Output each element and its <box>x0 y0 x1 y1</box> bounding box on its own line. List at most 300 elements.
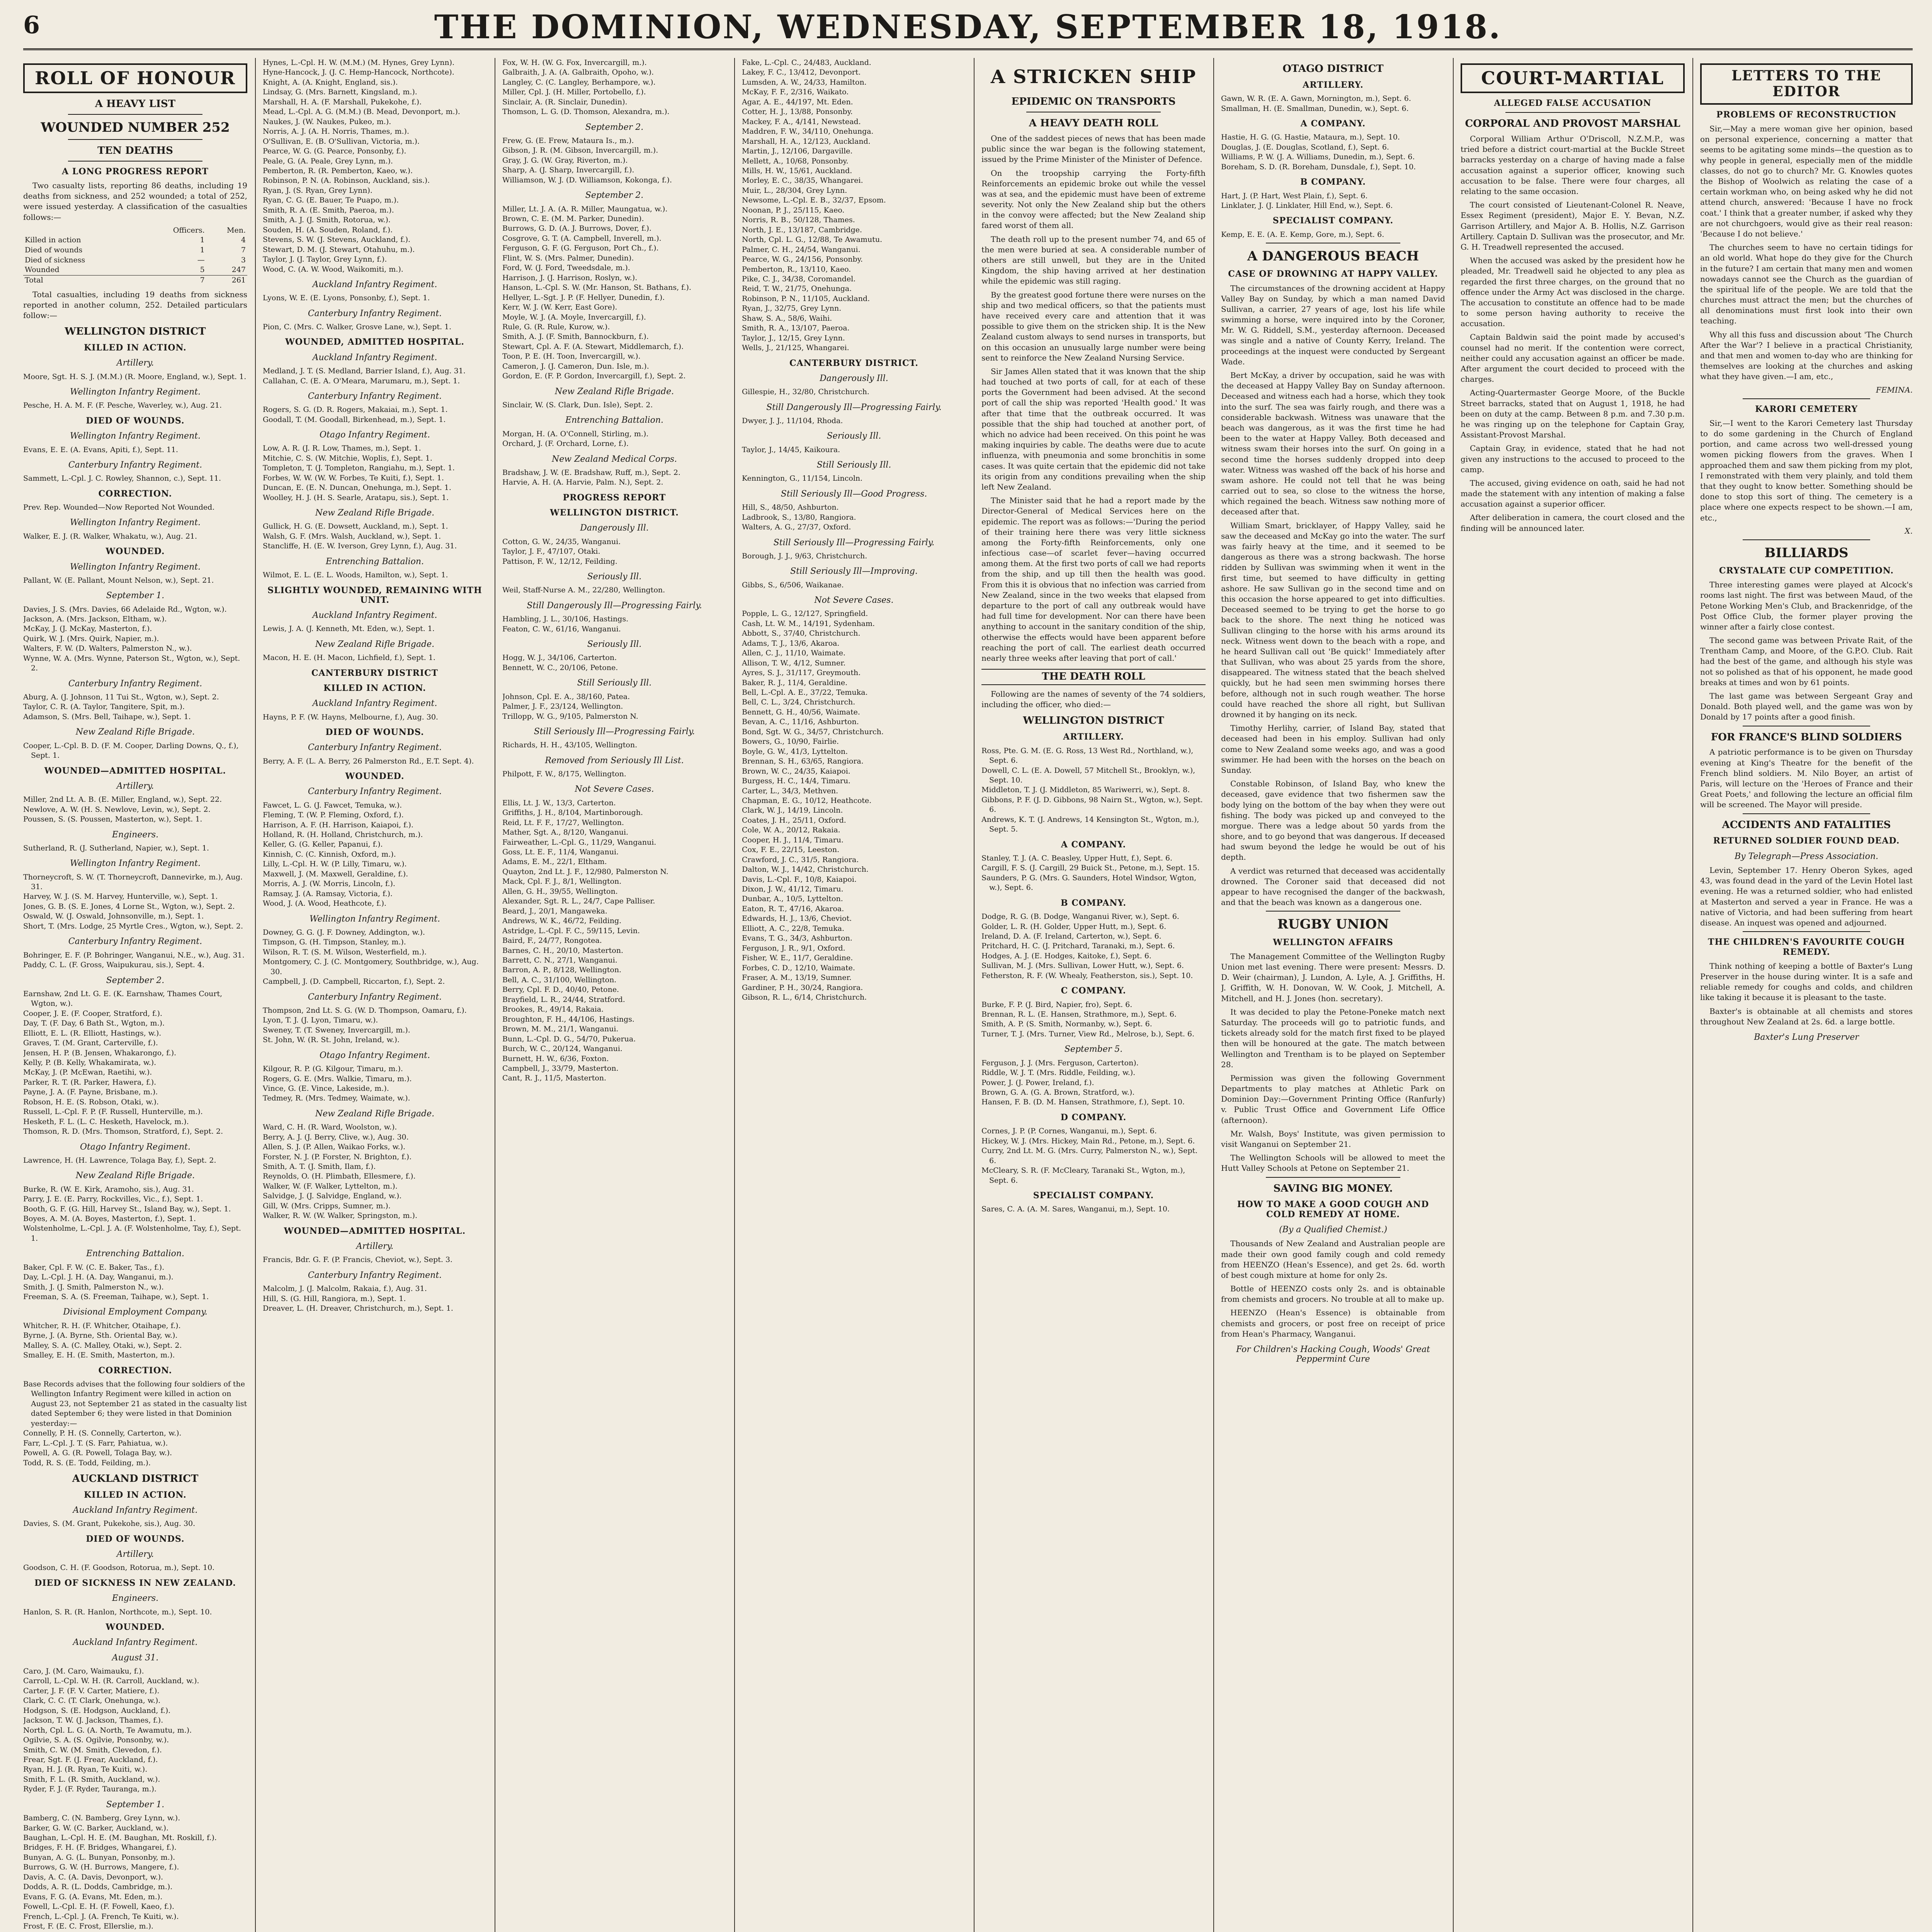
list-item: Fake, L.-Cpl. C., 24/483, Auckland. <box>742 58 871 67</box>
list-item: Prev. Rep. Wounded—Now Reported Not Wounded. <box>23 503 215 512</box>
cough-title: THE CHILDREN'S FAVOURITE COUGH REMEDY. <box>1708 937 1905 957</box>
accidents-title: ACCIDENTS AND FATALITIES <box>1722 819 1891 831</box>
article-paragraph: The death roll up to the present number 74, and 65 of the men were buried at sea. A considerable number of others are still unwell, but they are in the United Kingdom, the ship having arrived at her destination while the epidemic was still raging. <box>981 234 1206 286</box>
district-heading: WELLINGTON DISTRICT <box>1023 715 1164 727</box>
list-item: Cotter, H. J., 13/88, Ponsonby. <box>742 107 853 116</box>
list-item: McKay, F. F., 2/316, Waikato. <box>742 88 849 97</box>
list-item: Fisher, W. E., 11/7, Geraldine. <box>742 954 853 963</box>
list-item: Langley, C. (C. Langley, Berhampore, w.). <box>502 78 656 87</box>
list-item: Malcolm, J. (J. Malcolm, Rakaia, f.), Aug. 31. <box>263 1284 427 1293</box>
list-item: Burgess, H. C., 14/4, Timaru. <box>742 777 851 786</box>
list-item: Hart, J. (P. Hart, West Plain, f.), Sept. 6. <box>1221 191 1368 200</box>
list-item: Macon, H. E. (H. Macon, Lichfield, f.), Sept. 1. <box>263 653 435 662</box>
list-item: Gibbons, P. F. (J. D. Gibbons, 98 Nairn St., Wgton, w.), Sept. 6. <box>981 795 1203 814</box>
list-item: Caro, J. (M. Caro, Waimauku, f.). <box>23 1667 144 1675</box>
list-item: Peale, G. (A. Peale, Grey Lynn, m.). <box>263 156 393 165</box>
list-item: Davis, A. C. (A. Davis, Devonport, w.). <box>23 1872 163 1881</box>
list-item: Saunders, P. G. (Mrs. G. Saunders, Hotel Windsor, Wgton, w.), Sept. 6. <box>981 873 1197 892</box>
divider <box>1505 112 1640 113</box>
list-item: Brennan, R. L. (E. Hansen, Strathmore, m.), Sept. 6. <box>981 1010 1177 1019</box>
district-heading: OTAGO DISTRICT <box>1282 63 1384 75</box>
list-item: Ryan, J., 32/75, Grey Lynn. <box>742 304 842 313</box>
article-paragraph: The last game was between Sergeant Gray and Donald. Both played well, and the game was won by Donald by 17 points after a good finish. <box>1700 691 1913 722</box>
column-roll-cont-3 <box>502 58 726 1932</box>
list-item: Smith, J. (J. Smith, Palmerston N., w.). <box>23 1282 164 1291</box>
article-paragraph: One of the saddest pieces of news that has been made public since the war began is the following statement, issued by the Prime Minister of the Minister of Defence. <box>981 133 1206 164</box>
list-item: Gray, J. G. (W. Gray, Riverton, m.). <box>502 156 628 165</box>
list-item: Smith, R. A. (E. Smith, Paeroa, m.). <box>263 206 394 214</box>
death-roll-title: THE DEATH ROLL <box>981 669 1206 685</box>
list-item: Hansen, F. B. (D. M. Hansen, Strathmore, f.), Sept. 10. <box>981 1098 1185 1107</box>
list-item: Taylor, J., 12/15, Grey Lynn. <box>742 333 845 342</box>
list-item: Clark, C. C. (T. Clark, Onehunga, w.). <box>23 1696 161 1705</box>
list-item: Lumsden, A. W., 24/33, Hamilton. <box>742 78 867 87</box>
table-row: Wounded 5 247 <box>25 265 246 274</box>
table-row: Killed in action 1 4 <box>25 236 246 245</box>
section-heading: DIED OF WOUNDS. <box>325 727 424 738</box>
list-item: Power, J. (J. Power, Ireland, f.). <box>981 1078 1094 1087</box>
section-heading: ARTILLERY. <box>1303 80 1364 90</box>
list-item: Byrne, J. (A. Byrne, Sth. Oriental Bay, w.). <box>23 1331 178 1340</box>
list-item: Clark, W. J., 14/19, Lincoln. <box>742 806 843 815</box>
list-item: Coates, J. H., 25/11, Oxford. <box>742 816 846 825</box>
section-heading: CORRECTION. <box>98 1365 172 1376</box>
list-item: Goodson, C. H. (F. Goodson, Rotorua, m.), Sept. 10. <box>23 1563 215 1572</box>
district-heading: WELLINGTON DISTRICT <box>65 326 206 338</box>
list-item: Lilly, L.-Cpl. H. W. (P. Lilly, Timaru, w.). <box>263 860 407 869</box>
letter-signature: X. <box>1905 526 1913 536</box>
list-item: Dowell, C. L. (E. A. Dowell, 57 Mitchell St., Brooklyn, w.), Sept. 10. <box>981 766 1196 784</box>
list-item: Ferguson, J. R., 9/1, Oxford. <box>742 944 845 952</box>
list-item: Stevens, S. W. (J. Stevens, Auckland, f.). <box>263 235 411 244</box>
article-paragraph: Sir James Allen stated that it was known that the ship had touched at two ports of call, for at each of these ports the Government had been advised. At the second port of call the ship was reported 'Health good.' It was after that time that the outbreak occurred. It was possible that the ship had touched at another port, of which no advice had been received. On this point he was making inquiries by cable. The deaths were due to acute influenza, with pneumonia and some bronchitis in some cases. It was quite certain that the epidemic did not take its origin from any conditions prevailing when the ship left New Zealand. <box>981 366 1206 492</box>
unit-heading: Otago Infantry Regiment. <box>80 1142 190 1152</box>
list-item: Norris, A. J. (A. H. Norris, Thames, m.). <box>263 127 409 136</box>
list-item: Andrews, W. K., 46/72, Feilding. <box>502 917 622 925</box>
unit-heading: Seriously Ill. <box>587 639 642 650</box>
list-item: Stanley, T. J. (A. C. Beasley, Upper Hutt, f.), Sept. 6. <box>981 854 1173 862</box>
divider <box>1266 911 1400 912</box>
unit-heading: September 2. <box>106 975 165 985</box>
roll-col4-entries <box>742 58 966 1002</box>
list-item: Holland, R. (H. Holland, Christchurch, m.). <box>263 830 423 839</box>
section-heading: DIED OF SICKNESS IN NEW ZEALAND. <box>34 1578 236 1588</box>
section-heading: C COMPANY. <box>1061 986 1126 996</box>
unit-heading: Still Seriously Ill. <box>577 678 652 688</box>
court-sub2: CORPORAL AND PROVOST MARSHAL <box>1465 118 1680 130</box>
list-item: Graves, T. (M. Grant, Carterville, f.). <box>23 1039 158 1048</box>
roll-entries <box>23 372 247 1468</box>
list-item: Kelly, P. (B. Kelly, Whakamirata, w.). <box>23 1058 156 1067</box>
list-item: Smith, A. J. (J. Smith, Rotorua, w.). <box>263 216 391 224</box>
list-item: Philpott, F. W., 8/175, Wellington. <box>502 770 626 778</box>
list-item: Hellyer, L.-Sgt. J. P. (F. Hellyer, Dunedin, f.). <box>502 293 665 302</box>
article-paragraph: Bottle of HEENZO costs only 2s. and is obtainable from chemists and grocers. No trouble at all to make up. <box>1221 1284 1445 1304</box>
list-item: Orchard, J. (F. Orchard, Lorne, f.). <box>502 439 629 448</box>
court-paras <box>1461 134 1685 534</box>
list-item: Walsh, G. F. (Mrs. Walsh, Auckland, w.), Sept. 1. <box>263 532 441 541</box>
list-item: Pemberton, R., 13/110, Kaeo. <box>742 265 851 274</box>
list-item: Miller, 2nd Lt. A. B. (E. Miller, England, w.), Sept. 22. <box>23 795 222 804</box>
newspaper-title: THE DOMINION, WEDNESDAY, SEPTEMBER 18, 1918. <box>434 8 1502 46</box>
roll-sub-heavy: A HEAVY LIST <box>95 98 176 110</box>
unit-heading: September 1. <box>106 591 165 601</box>
list-item: Agar, A. E., 44/197, Mt. Eden. <box>742 97 853 106</box>
list-item: Reid, T. W., 21/75, Onehunga. <box>742 284 852 293</box>
list-item: Harrison, J. (J. Harrison, Roslyn, w.). <box>502 273 638 282</box>
divider <box>1266 1177 1400 1178</box>
list-item: Souden, H. (A. Souden, Roland, f.). <box>263 225 393 234</box>
unit-heading: Still Seriously Ill—Progressing Fairly. <box>534 726 695 736</box>
list-item: Pearce, W. G. (G. Pearce, Ponsonby, f.). <box>263 147 406 156</box>
article-paragraph: It was decided to play the Petone-Poneke match next Saturday. The proceeds will go to patriotic funds, and tickets already sold for the match first fixed to be played then will be honoured at the gate. The match between Wellington and Trentham is to be played on September 28. <box>1221 1007 1445 1069</box>
list-item: Hynes, L.-Cpl. H. W. (M.M.) (M. Hynes, Grey Lynn). <box>263 58 455 67</box>
list-item: Dwyer, J. J., 11/104, Rhoda. <box>742 416 843 425</box>
section-heading: KILLED IN ACTION. <box>323 683 426 693</box>
list-item: Paddy, C. L. (F. Gross, Waipukurau, sis.), Sept. 4. <box>23 961 205 969</box>
section-heading: D COMPANY. <box>1060 1112 1127 1122</box>
list-item: Borough, J. J., 9/63, Christchurch. <box>742 551 867 560</box>
section-heading: B COMPANY. <box>1300 177 1366 187</box>
unit-heading: Entrenching Battalion. <box>565 415 664 425</box>
article-paragraph: Acting-Quartermaster George Moore, of the Buckle Street barracks, stated that on August 1, 1918, he had been on duty at the camp. Between 8 p.m. and 7.30 p.m. he was ringing up on the telephone for Captain Gray, Assistant-Provost Marshal. <box>1461 388 1685 440</box>
article-paragraph: The accused, giving evidence on oath, said he had not made the statement with any intention of making a false accusation against a superior officer. <box>1461 478 1685 509</box>
list-item: Moyle, W. J. (A. Moyle, Invercargill, f.). <box>502 313 646 321</box>
list-item: Pemberton, R. (R. Pemberton, Kaeo, w.). <box>263 166 413 175</box>
list-item: French, L.-Cpl. J. (A. French, Te Kuiti, w.). <box>23 1912 179 1921</box>
article-paragraph: The Minister said that he had a report made by the Director-General of Medical Services here on the epidemic. The report was as follows:—'During the period of their training here there was very little sickness among the Forty-fifth Reinforcements, only one infectious case—of scarlet fever—having occurred among them. At the first two ports of call we had reports from the ship, and up till then the health was good. From this it is obvious that no infection was carried from New Zealand, since in the two weeks that elapsed from departure to the port of call any outbreak would have had full time for development. Nor can there have been anything to account in the sanitary condition of the ship, otherwise the effects would have been apparent before reaching the port of call. The earliest death occurred nearly three weeks after leaving that port of call.' <box>981 496 1206 663</box>
list-item: Bunn, L.-Cpl. D. G., 54/70, Pukerua. <box>502 1034 636 1043</box>
list-item: Tompleton, T. (J. Tompleton, Rangiahu, m.), Sept. 1. <box>263 464 455 473</box>
beach-paras <box>1221 283 1445 908</box>
rugby-sub: WELLINGTON AFFAIRS <box>1273 937 1393 947</box>
section-heading: SLIGHTLY WOUNDED, REMAINING WITH UNIT. <box>267 585 482 605</box>
unit-heading: Wellington Infantry Regiment. <box>70 562 201 572</box>
list-item: Lakey, F. C., 13/412, Devonport. <box>742 68 861 77</box>
article-paragraph: By the greatest good fortune there were nurses on the ship and two medical officers, so that the patients must have received every care and attention that it was possible to give them on the stricken ship. It is the New Zealand custom always to send nurses in transports, but on this occasion an unusually large number were being sent to reinforce the New Zealand Nursing Service. <box>981 290 1206 362</box>
section-heading: WOUNDED. <box>105 546 165 557</box>
list-item: Boyes, A. M. (A. Boyes, Masterton, f.), Sept. 1. <box>23 1214 196 1223</box>
list-item: Mellett, A., 10/68, Ponsonby. <box>742 156 849 165</box>
unit-heading: Auckland Infantry Regiment. <box>312 352 437 362</box>
list-item: Low, A. R. (J. R. Low, Thames, m.), Sept. 1. <box>263 444 421 453</box>
unit-heading: Divisional Employment Company. <box>63 1307 207 1317</box>
list-item: Lyon, T. J. (J. Lyon, Timaru, w.). <box>263 1016 378 1025</box>
list-item: Barnes, C. H., 20/10, Masterton. <box>502 946 623 955</box>
list-item: Ireland, D. A. (F. Ireland, Carterton, w.), Sept. 6. <box>981 932 1162 940</box>
section-heading: WELLINGTON DISTRICT. <box>550 508 679 518</box>
article-paragraph: Timothy Herlihy, carrier, of Island Bay, stated that deceased had been in his employ. Sullivan had only come to New Zealand some weeks ago, and was a good swimmer. He had been with the horses on the beach on Sunday. <box>1221 723 1445 775</box>
list-item: Frear, Sgt. F. (J. Frear, Auckland, f.). <box>23 1755 158 1764</box>
saving-paras <box>1221 1238 1445 1339</box>
accidents-sub: RETURNED SOLDIER FOUND DEAD. <box>1713 836 1900 846</box>
article-paragraph: The Management Committee of the Wellington Rugby Union met last evening. There were present: Messrs. D. D. Weir (chairman), J. Lundon, A. Lyle, A. J. Griffiths, H. J. Griffith, W. H. Donovan, W. W. Cook, J. Mitchell, A. Mitchell, and H. J. Jones (hon. secretary). <box>1221 951 1445 1003</box>
list-item: Hastie, H. G. (G. Hastie, Mataura, m.), Sept. 10. <box>1221 133 1400 142</box>
list-item: Gordon, E. (F. P. Gordon, Invercargill, f.), Sept. 2. <box>502 372 686 381</box>
article-paragraph: Corporal William Arthur O'Driscoll, N.Z.M.P., was tried before a district court-martial at the Buckle Street barracks yesterday on a charge of having made a false accusation against a superior officer, knowing such accusation to be false. There were four charges, all relating to the same occasion. <box>1461 134 1685 196</box>
list-item: Gibson, R. L., 6/14, Christchurch. <box>742 993 867 1002</box>
section-heading: PROGRESS REPORT <box>563 492 666 503</box>
list-item: Harvey, W. J. (S. M. Harvey, Hunterville, w.), Sept. 1. <box>23 892 218 901</box>
list-item: Kennington, G., 11/154, Lincoln. <box>742 474 863 483</box>
article-paragraph: Bert McKay, a driver by occupation, said he was with the deceased at Happy Valley Bay on Sunday afternoon. Deceased and witness each had a horse, which they took into the surf. The sea was fairly rough, and there was a considerable backwash. Witness was unaware that the beach was dangerous, as it was the first time he had been to the water at Happy Valley. Both deceased and witness swam their horses into the surf. On going in a second time the horses suddenly dropped into deep water. Witness was washed off the back of his horse and swam ashore. He could not tell that he was being carried out to sea, so close to the witness the horse, which regained the beach. Witness saw nothing more of deceased after that. <box>1221 371 1445 517</box>
list-item: Goodall, T. (M. Goodall, Birkenhead, m.), Sept. 1. <box>263 415 446 424</box>
list-item: Jackson, A. (Mrs. Jackson, Eltham, w.). <box>23 615 167 623</box>
list-item: Robinson, P. N., 11/105, Auckland. <box>742 294 870 303</box>
list-item: Palmer, J. F., 23/124, Wellington. <box>502 702 623 711</box>
list-item: Dalton, W. J., 14/42, Christchurch. <box>742 865 869 874</box>
unit-heading: New Zealand Rifle Brigade. <box>315 508 435 518</box>
list-item: Marshall, H. A., 12/123, Auckland. <box>742 137 871 146</box>
list-item: Fawcet, L. G. (J. Fawcet, Temuka, w.). <box>263 801 402 810</box>
list-item: Rogers, G. E. (Mrs. Walkie, Timaru, m.). <box>263 1074 412 1083</box>
unit-heading: New Zealand Rifle Brigade. <box>75 727 195 737</box>
list-item: Elliott, A. C., 22/8, Temuka. <box>742 924 844 933</box>
list-item: Allen, G. H., 39/55, Wellington. <box>502 887 618 896</box>
list-item: McKay, J. (J. McKay, Masterton, f.). <box>23 624 152 633</box>
list-item: Trillopp, W. G., 9/105, Palmerston N. <box>502 712 638 721</box>
saving-footer: For Children's Hacking Cough, Woods' Great Peppermint Cure <box>1236 1345 1430 1364</box>
list-item: Fetherston, R. F. (W. Whealy, Featherston, sis.), Sept. 10. <box>981 971 1193 980</box>
letters-paras2 <box>1700 418 1913 523</box>
death-roll-intro: Following are the names of seventy of the 74 soldiers, including the officer, who died:— <box>981 689 1206 709</box>
list-item: Davis, L.-Cpl. F., 10/8, Kaiapoi. <box>742 875 857 884</box>
masthead <box>23 8 1913 50</box>
list-item: Dodge, R. G. (B. Dodge, Wanganui River, w.), Sept. 6. <box>981 912 1179 921</box>
list-item: Fowell, L.-Cpl. E. H. (F. Fowell, Kaeo, f.). <box>23 1902 175 1911</box>
list-item: Duncan, E. (E. N. Duncan, Onehunga, m.), Sept. 1. <box>263 483 451 492</box>
unit-heading: Dangerously Ill. <box>580 523 649 533</box>
list-item: Brayfield, L. R., 24/44, Stratford. <box>502 995 625 1004</box>
list-item: Fraser, A. M., 13/19, Sumner. <box>742 973 852 982</box>
unit-heading: Wellington Infantry Regiment. <box>70 518 201 528</box>
list-item: Smith, A. P. (S. Smith, Normanby, w.), Sept. 6. <box>981 1020 1152 1029</box>
list-item: Montgomery, C. J. (C. Montgomery, Southbridge, w.), Aug. 30. <box>263 957 479 976</box>
list-item: Whitcher, R. H. (F. Whitcher, Otaihape, f.). <box>23 1321 181 1330</box>
court-sub1: ALLEGED FALSE ACCUSATION <box>1494 98 1651 108</box>
letters-title: LETTERS TO THE EDITOR <box>1700 63 1913 105</box>
divider <box>68 139 202 140</box>
list-item: Bevan, A. C., 11/16, Ashburton. <box>742 718 859 726</box>
article-paragraph: Why all this fuss and discussion about 'The Church After the War'? I believe in a practical Christianity, and that men and women to-day who are thinking for themselves are looking at the churches and asking what they have given.—I am, etc., <box>1700 330 1913 381</box>
section-heading: KILLED IN ACTION. <box>84 343 187 353</box>
list-item: Bell, L.-Cpl. A. E., 37/22, Temuka. <box>742 688 868 697</box>
list-item: Gawn, W. R. (E. A. Gawn, Mornington, m.), Sept. 6. <box>1221 94 1411 103</box>
list-item: Walker, R. W. (W. Walker, Springston, m.). <box>263 1211 417 1220</box>
list-item: Rule, G. (R. Rule, Kurow, w.). <box>502 323 610 332</box>
list-item: Sharp, A. (J. Sharp, Invercargill, f.). <box>502 166 634 175</box>
list-item: Berry, A. J. (J. Berry, Clive, w.), Aug. 30. <box>263 1133 409 1141</box>
unit-heading: New Zealand Rifle Brigade. <box>315 639 435 649</box>
list-item: Richards, H. H., 43/105, Wellington. <box>502 741 638 750</box>
divider <box>68 114 202 115</box>
column-rule <box>734 58 735 1932</box>
list-item: Cotton, G. W., 24/35, Wanganui. <box>502 537 621 546</box>
blind-title: FOR FRANCE'S BLIND SOLDIERS <box>1711 731 1902 743</box>
list-item: McKay, J. (P. McEwan, Raetihi, w.). <box>23 1068 152 1077</box>
list-item: Ryan, C. G. (E. Bauer, Te Puapo, m.). <box>263 196 399 205</box>
list-item: Cant, R. J., 11/5, Masterton. <box>502 1074 607 1083</box>
list-item: Wells, J., 21/125, Whangarei. <box>742 344 849 352</box>
list-item: Brown, M. M., 21/1, Wanganui. <box>502 1025 619 1034</box>
list-item: Thompson, 2nd Lt. S. G. (W. D. Thompson, Oamaru, f.). <box>263 1006 467 1015</box>
list-item: Brennan, S. H., 63/65, Rangiora. <box>742 757 864 766</box>
list-item: North, Cpl. L. G. (A. North, Te Awamutu, m.). <box>23 1726 192 1735</box>
casualty-table: Officers. Men. Killed in action 1 4 Died of wounds 1 7 Died of sickness — 3 Wounded 5 247 Total 7 261 <box>23 226 247 286</box>
stricken-sub2: A HEAVY DEATH ROLL <box>1029 117 1158 129</box>
masthead-rule <box>23 48 1913 50</box>
list-item: Douglas, J. (E. Douglas, Scotland, f.), Sept. 6. <box>1221 143 1389 151</box>
list-item: Ferguson, G. F. (G. Ferguson, Port Ch., f.). <box>502 244 659 253</box>
list-item: Frost, F. (E. C. Frost, Ellerslie, m.). <box>23 1922 154 1931</box>
list-item: Pesche, H. A. M. F. (F. Pesche, Waverley, w.), Aug. 21. <box>23 401 222 410</box>
list-item: Tedmey, R. (Mrs. Tedmey, Waimate, w.). <box>263 1094 410 1103</box>
list-item: Hill, S. (G. Hill, Rangiora, m.), Sept. 1. <box>263 1294 406 1303</box>
list-item: Cosgrove, G. T. (A. Campbell, Inverell, m.). <box>502 234 662 243</box>
unit-heading: Canterbury Infantry Regiment. <box>68 460 202 470</box>
list-item: Ayres, S. J., 31/117, Greymouth. <box>742 668 861 677</box>
list-item: Gullick, H. G. (E. Dowsett, Auckland, m.), Sept. 1. <box>263 522 448 531</box>
list-item: Hodges, A. J. (E. Hodges, Kaitoke, f.), Sept. 6. <box>981 951 1151 960</box>
list-item: Cooper, L.-Cpl. B. D. (F. M. Cooper, Darling Downs, Q., f.), Sept. 1. <box>23 741 239 760</box>
list-item: Morley, E. C., 38/35, Whangarei. <box>742 176 863 185</box>
list-item: Earnshaw, 2nd Lt. G. E. (K. Earnshaw, Thames Court, Wgton, w.). <box>23 989 223 1008</box>
list-item: Campbell, J., 33/79, Masterton. <box>502 1064 619 1073</box>
list-item: Thorneycroft, S. W. (T. Thorneycroft, Dannevirke, m.), Aug. 31. <box>23 872 243 891</box>
list-item: Mack, Cpl. F. J., 8/1, Wellington. <box>502 877 622 886</box>
unit-heading: September 2. <box>585 122 644 132</box>
list-item: Toon, P. E. (H. Toon, Invercargill, w.). <box>502 352 641 361</box>
list-item: Campbell, J. (D. Campbell, Riccarton, f.), Sept. 2. <box>263 977 445 986</box>
roll-sub-wounded: WOUNDED NUMBER 252 <box>41 119 230 135</box>
article-paragraph: Captain Gray, in evidence, stated that he had not given any instructions to the accused to proceed to the camp. <box>1461 444 1685 474</box>
beach-title: A DANGEROUS BEACH <box>1247 248 1419 264</box>
list-item: Day, T. (F. Day, 6 Bath St., Wgton, m.). <box>23 1019 165 1028</box>
list-item: Taylor, C. R. (A. Taylor, Tangitere, Spit, m.). <box>23 702 185 711</box>
unit-heading: Canterbury Infantry Regiment. <box>308 391 442 401</box>
list-item: Smalley, E. H. (E. Smith, Masterton, m.). <box>23 1351 175 1360</box>
list-item: Callahan, C. (E. A. O'Meara, Marumaru, m.), Sept. 1. <box>263 376 460 385</box>
list-item: Jackson, T. W. (J. Jackson, Thames, f.). <box>23 1716 163 1725</box>
unit-heading: Still Seriously Ill. <box>816 460 891 470</box>
unit-heading: Wellington Infantry Regiment. <box>70 859 201 869</box>
list-item: Davies, S. (M. Grant, Pukekohe, sis.), Aug. 30. <box>23 1519 196 1528</box>
list-item: Crawford, J. C., 31/5, Rangiora. <box>742 855 859 864</box>
column-roll-cont-4 <box>742 58 966 1932</box>
list-item: O'Sullivan, E. (B. O'Sullivan, Victoria, m.). <box>263 137 420 146</box>
unit-heading: September 2. <box>585 190 644 201</box>
list-item: Pallant, W. (E. Pallant, Mount Nelson, w.), Sept. 21. <box>23 576 214 585</box>
list-item: Galbraith, J. A. (A. Galbraith, Opoho, w.). <box>502 68 654 77</box>
list-item: Flint, W. S. (Mrs. Palmer, Dunedin). <box>502 253 634 262</box>
list-item: Broughton, F. H., 44/106, Hastings. <box>502 1015 634 1024</box>
list-item: Dodds, A. R. (L. Dodds, Cambridge, m.). <box>23 1883 173 1891</box>
list-item: Hill, S., 48/50, Ashburton. <box>742 503 839 512</box>
list-item: Cooper, J. E. (F. Cooper, Stratford, f.). <box>23 1009 163 1018</box>
article-paragraph: Sir,—I went to the Karori Cemetery last Thursday to do some gardening in the Church of England portion, and came across two well-dressed young women picking flowers from the graves. When I approached them and saw them picking from my plot, I remonstrated with them very plainly, and told them that they ought to know better. Something should be done to stop this sort of thing. The cemetery is a place where one expects respect to be shown.—I am, etc., <box>1700 418 1913 522</box>
unit-heading: Otago Infantry Regiment. <box>320 1050 430 1060</box>
list-item: Bennett, G. H., 40/56, Waimate. <box>742 707 860 716</box>
list-item: St. John, W. (R. St. John, Ireland, w.). <box>263 1036 400 1044</box>
list-item: Adams, T. J., 13/6, Akaroa. <box>742 639 840 648</box>
article-paragraph: A patriotic performance is to be given on Thursday evening at King's Theatre for the benefit of the French blind soldiers. M. Nilo Boyer, an artist of Paris, will lecture on the 'Heroes of France and their Great Poets,' and following the lecture an official film will be screened. The Mayor will preside. <box>1700 747 1913 810</box>
list-item: Jones, G. B. (S. E. Jones, 4 Lorne St., Wgton, w.), Sept. 2. <box>23 902 235 911</box>
list-item: Griffiths, J. H., 8/104, Martinborough. <box>502 808 643 817</box>
column-rule <box>974 58 975 1932</box>
list-item: Powell, A. G. (R. Powell, Tolaga Bay, w.). <box>23 1449 172 1458</box>
unit-heading: Entrenching Battalion. <box>325 556 424 566</box>
list-item: Stewart, Cpl. A. F. (A. Stewart, Middlemarch, f.). <box>502 342 684 351</box>
unit-heading: Canterbury Infantry Regiment. <box>308 743 442 753</box>
column-letters <box>1700 58 1913 1932</box>
list-item: Wolstenholme, L.-Cpl. J. A. (F. Wolstenholme, Tay, f.), Sept. 1. <box>23 1224 241 1243</box>
list-item: Noonan, P. J., 25/115, Kaeo. <box>742 206 845 214</box>
saving-byline: (By a Qualified Chemist.) <box>1279 1225 1388 1235</box>
list-item: Ryan, J. (S. Ryan, Grey Lynn). <box>263 186 372 195</box>
list-item: Wood, J. (A. Wood, Heathcote, f.). <box>263 899 387 908</box>
list-item: Mackey, F. A., 4/141, Newstead. <box>742 117 861 126</box>
list-item: Reid, Lt. F. F., 17/27, Wellington. <box>502 818 624 827</box>
blind-paras <box>1700 747 1913 810</box>
article-paragraph: Levin, September 17. Henry Oberon Sykes, aged 43, was found dead in the yard of the Levin Hotel last evening. He was a returned soldier, who had enlisted at Masterton and served a year in France. He was a native of Victoria, and had been suffering from heart disease. An inquest was opened and adjourned. <box>1700 866 1913 928</box>
unit-heading: Not Severe Cases. <box>575 784 654 794</box>
column-court-martial <box>1461 58 1685 1932</box>
unit-heading: Auckland Infantry Regiment. <box>312 279 437 289</box>
list-item: Bradshaw, J. W. (E. Bradshaw, Ruff, m.), Sept. 2. <box>502 468 681 477</box>
unit-heading: Canterbury Infantry Regiment. <box>308 787 442 797</box>
list-item: Quirk, W. J. (Mrs. Quirk, Napier, m.). <box>23 634 159 643</box>
list-item: Dunbar, A., 10/5, Lyttelton. <box>742 895 843 903</box>
section-heading: WOUNDED, ADMITTED HOSPITAL. <box>285 337 464 347</box>
list-item: Morris, A. J. (W. Morris, Lincoln, f.). <box>263 879 395 888</box>
list-item: Weil, Staff-Nurse A. M., 22/280, Wellington. <box>502 586 665 595</box>
list-item: Miller, Cpl. J. (H. Miller, Portobello, f.). <box>502 88 646 97</box>
list-item: Smith, A. T. (J. Smith, Ilam, f.). <box>263 1162 376 1171</box>
list-item: Astridge, L.-Cpl. F. C., 59/115, Levin. <box>502 926 640 935</box>
list-item: Bowers, G., 10/90, Fairlie. <box>742 737 839 746</box>
section-heading: WOUNDED—ADMITTED HOSPITAL. <box>44 765 226 776</box>
unit-heading: Canterbury Infantry Regiment. <box>68 679 202 689</box>
section-heading: A COMPANY. <box>1061 839 1126 850</box>
unit-heading: September 1. <box>106 1799 165 1810</box>
list-item: Pritchard, H. C. (J. Pritchard, Taranaki, m.), Sept. 6. <box>981 942 1175 951</box>
unit-heading: Wellington Infantry Regiment. <box>309 914 440 924</box>
list-item: Andrews, K. T. (J. Andrews, 14 Kensington St., Wgton, m.), Sept. 5. <box>981 815 1199 834</box>
list-item: Taylor, J. (J. Taylor, Grey Lynn, f.). <box>263 255 387 264</box>
list-item: Hogg, W. J., 34/106, Carterton. <box>502 653 617 662</box>
list-item: Pion, C. (Mrs. C. Walker, Grosve Lane, w.), Sept. 1. <box>263 323 452 332</box>
list-item: Todd, R. S. (E. Todd, Feilding, m.). <box>23 1458 151 1467</box>
divider <box>1743 931 1870 932</box>
list-item: Wynne, W. A. (Mrs. Wynne, Paterson St., Wgton, w.), Sept. 2. <box>23 654 240 673</box>
list-item: Forbes, W. W. (W. W. Forbes, Te Kuiti, f.), Sept. 1. <box>263 473 444 482</box>
column-rule <box>255 58 256 1932</box>
list-item: Fleming, T. (W. P. Fleming, Oxford, f.). <box>263 811 404 820</box>
list-item: Knight, A. (A. Knight, England, sis.). <box>263 78 398 87</box>
article-paragraph: A verdict was returned that deceased was accidentally drowned. The Coroner said that deceased did not appear to have recognised the danger of the backwash, and that the beach was known as a dangerous one. <box>1221 866 1445 907</box>
list-item: Smith, C. W. (M. Smith, Clevedon, f.). <box>23 1745 162 1754</box>
billiards-sub: CRYSTALATE CUP COMPETITION. <box>1719 565 1894 576</box>
list-item: Barron, A. P., 8/128, Wellington. <box>502 966 622 975</box>
saving-title: SAVING BIG MONEY. <box>1273 1182 1393 1194</box>
list-item: Allen, C. J., 11/10, Waimate. <box>742 649 846 658</box>
list-item: Middleton, T. J. (J. Middleton, 85 Wariwerri, w.), Sept. 8. <box>981 786 1190 794</box>
list-item: North, J. E., 13/187, Cambridge. <box>742 225 862 234</box>
list-item: Hyne-Hancock, J. (J. C. Hemp-Hancock, Northcote). <box>263 68 454 77</box>
article-paragraph: Mr. Walsh, Boys' Institute, was given permission to visit Wanganui on September 21. <box>1221 1129 1445 1149</box>
list-item: Taylor, J., 14/45, Kaikoura. <box>742 445 840 454</box>
unit-heading: Engineers. <box>112 1594 159 1604</box>
